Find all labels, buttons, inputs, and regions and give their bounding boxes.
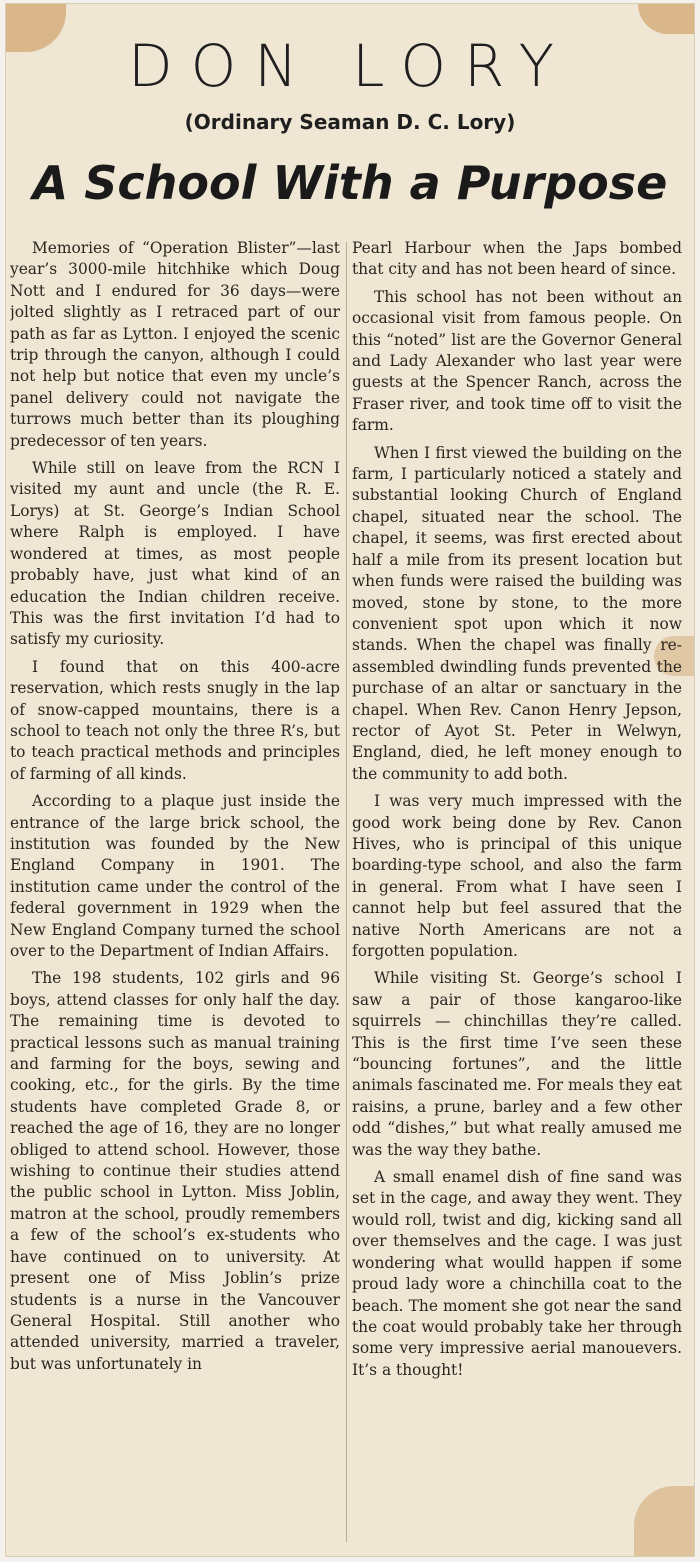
paragraph: Memories of “Operation Blister”—last year’s 3000-mile hitchhike which Doug Nott and I endured for 36 days—were jolted slightly as I retraced part of our path as far as Lytton. I enjoyed the scenic trip through the canyon, although I could not help but notice that even my uncle’s panel delivery could not navigate the turrows much better than its ploughing predecessor of ten years. xyxy=(10,239,340,450)
byline-name: DON LORY xyxy=(127,32,573,100)
paragraph: According to a plaque just inside the entrance of the large brick school, the institution was founded by the New England Company in 1901. The institution came under the control of the federal government in 1929 when the New England Company turned the school over to the Department of Indian Affairs. xyxy=(10,792,340,960)
article-body xyxy=(10,238,690,1548)
column-divider xyxy=(346,242,347,1542)
newspaper-clipping xyxy=(6,4,694,1556)
paragraph: This school has not been without an occasional visit from famous people. On this “noted” list are the Governor General and Lady Alexander who last year were guests at the Spencer Ranch, across the Fraser river, and took time off to visit the farm. xyxy=(352,287,682,435)
paragraph: When I first viewed the building on the farm, I particularly noticed a stately and substantial looking Church of England chapel, situated near the school. The chapel, it seems, was first erected about half a mile from its present location but when funds were raised the building was moved, stone by stone, to the more convenient spot upon which it now stands. When the chapel was finally re-assembled dwindling funds prevented the purchase of an altar or sanctuary in the chapel. When Rev. Canon Henry Jepson, rector of Ayot St. Peter in Welwyn, England, died, he left money enough to the community to add both. xyxy=(352,443,682,783)
headline: A School With a Purpose xyxy=(32,156,668,210)
byline-rank: (Ordinary Seaman D. C. Lory) xyxy=(184,110,516,134)
paragraph: I was very much impressed with the good work being done by Rev. Canon Hives, who is principal of this unique boarding-type school, and also the farm in general. From what I have seen I cannot help but feel assured that the native North Americans are not a forgotten population. xyxy=(352,792,682,960)
tape-stain-top-right xyxy=(638,4,694,34)
paragraph-continuation: Pearl Harbour when the Japs bombed that city and has not been heard of since. xyxy=(352,239,682,279)
paragraph: While visiting St. George’s school I saw a pair of those kangaroo-like squirrels — chinchillas they’re called. This is the first time I’ve seen these “bouncing fortunes”, and the little animals fascinated me. For meals they eat raisins, a prune, barley and a few other odd “dishes,” but what really amused me was the way they bathe. xyxy=(352,969,682,1159)
left-column xyxy=(10,238,340,1548)
right-column xyxy=(352,238,682,1548)
paragraph: While still on leave from the RCN I visited my aunt and uncle (the R. E. Lorys) at St. George’s Indian School where Ralph is employed. I have wondered at times, as most people probably have, just what kind of an education the Indian children receive. This was the first invitation I’d had to satisfy my curiosity. xyxy=(10,459,340,649)
paragraph: The 198 students, 102 girls and 96 boys, attend classes for only half the day. The remaining time is devoted to practical lessons such as manual training and farming for the boys, sewing and cooking, etc., for the girls. By the time students have completed Grade 8, or reached the age of 16, they are no longer obliged to attend school. However, those wishing to continue their studies attend the public school in Lytton. Miss Joblin, matron at the school, proudly remembers a few of the school’s ex-students who have continued on to university. At present one of Miss Joblin’s prize students is a nurse in the Vancouver General Hospital. Still another who attended university, married a traveler, but was unfortunately in xyxy=(10,969,340,1373)
paragraph: A small enamel dish of fine sand was set in the cage, and away they went. They would roll, twist and dig, kicking sand all over themselves and the cage. I was just wondering what woulld happen if some proud lady wore a chinchilla coat to the beach. The moment she got near the sand the coat would probably take her through some very impressive aerial manouevers. It’s a thought! xyxy=(352,1168,682,1379)
paragraph: I found that on this 400-acre reservation, which rests snugly in the lap of snow-capped mountains, there is a school to teach not only the three R’s, but to teach practical methods and principles of farming of all kinds. xyxy=(10,657,340,783)
